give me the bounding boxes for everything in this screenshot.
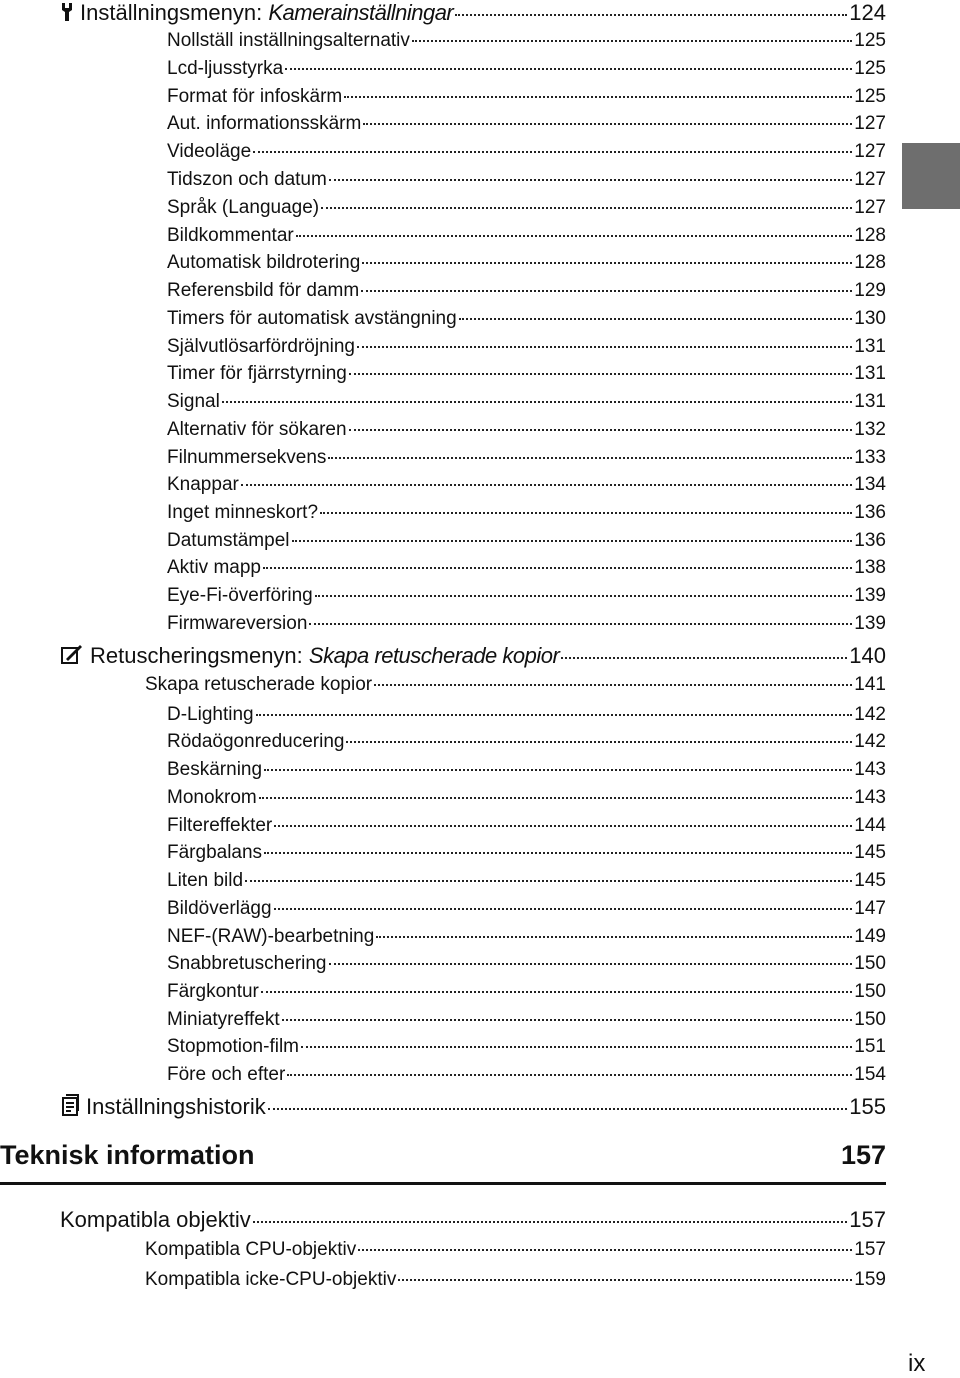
toc-entry-title xyxy=(167,531,290,550)
toc-entry[interactable] xyxy=(145,1270,886,1289)
toc-entry-title xyxy=(167,503,318,522)
toc-entry[interactable] xyxy=(60,643,886,669)
leader-dots xyxy=(398,1279,852,1281)
toc-entry-page: 131 xyxy=(854,391,886,412)
toc-entry[interactable] xyxy=(167,586,886,605)
toc-entry[interactable] xyxy=(167,954,886,973)
toc-entry[interactable] xyxy=(145,675,886,694)
toc-entry[interactable] xyxy=(167,226,886,245)
wrench-icon xyxy=(60,2,74,26)
toc-entry[interactable] xyxy=(145,1240,886,1259)
toc-entry-label: Timer för fjärrstyrning xyxy=(167,363,347,384)
toc-entry-page: 134 xyxy=(854,474,886,495)
toc-entry[interactable] xyxy=(167,87,886,106)
toc-entry-title xyxy=(167,337,355,356)
toc-entry-page: 143 xyxy=(854,787,886,808)
leader-dots xyxy=(263,567,852,569)
toc-entry-label: Alternativ för sökaren xyxy=(167,419,347,440)
toc-entry-page: 142 xyxy=(854,731,886,752)
toc-entry-page: 127 xyxy=(854,197,886,218)
toc-entry-title xyxy=(167,142,251,161)
leader-dots xyxy=(561,657,847,659)
toc-entry-page: 142 xyxy=(854,704,886,725)
toc-entry-title xyxy=(167,732,344,751)
leader-dots xyxy=(363,123,852,125)
toc-entry-label: Miniatyreffekt xyxy=(167,1009,280,1030)
toc-entry[interactable] xyxy=(167,1065,886,1084)
toc-entry[interactable] xyxy=(167,614,886,633)
toc-entry-page: 157 xyxy=(854,1239,886,1260)
toc-entry[interactable] xyxy=(167,364,886,383)
toc-entry-label: Aktiv mapp xyxy=(167,557,261,578)
leader-dots xyxy=(296,235,853,237)
toc-entry-title xyxy=(167,1037,299,1056)
toc-entry-label: Bildkommentar xyxy=(167,225,294,246)
toc-entry-page: 125 xyxy=(854,58,886,79)
leader-dots xyxy=(361,290,852,292)
toc-entry-label: Knappar xyxy=(167,474,239,495)
toc-entry-title xyxy=(167,309,457,328)
toc-entry-page: 131 xyxy=(854,336,886,357)
leader-dots xyxy=(362,262,852,264)
toc-entry[interactable] xyxy=(167,448,886,467)
toc-entry-title xyxy=(167,253,360,272)
toc-entry[interactable] xyxy=(167,309,886,328)
toc-entry[interactable] xyxy=(167,170,886,189)
toc-entry-label: Filnummersekvens xyxy=(167,447,327,468)
toc-entry-label: Inställningsmenyn: xyxy=(80,0,269,25)
toc-entry-label: Kompatibla icke-CPU-objektiv xyxy=(145,1269,397,1290)
toc-entry[interactable] xyxy=(167,114,886,133)
leader-dots xyxy=(320,512,852,514)
toc-entry-title xyxy=(167,87,342,106)
toc-entry[interactable] xyxy=(167,871,886,890)
toc-entry-label: Timers för automatisk avstängning xyxy=(167,308,457,329)
toc-entry-label: Lcd-ljusstyrka xyxy=(167,58,284,79)
toc-entry[interactable] xyxy=(167,531,886,550)
toc-entry[interactable] xyxy=(167,198,886,217)
toc-entry-label: Signal xyxy=(167,391,220,412)
leader-dots xyxy=(253,1221,848,1223)
toc-entry-title xyxy=(167,705,254,724)
toc-entry-title xyxy=(167,586,313,605)
toc-entry-title xyxy=(167,364,347,383)
leader-dots xyxy=(329,179,852,181)
toc-entry-label: Stopmotion-film xyxy=(167,1036,299,1057)
toc-entry-page: 149 xyxy=(854,926,886,947)
toc-entry-page: 133 xyxy=(854,447,886,468)
toc-entry-page: 136 xyxy=(854,530,886,551)
toc-entry-page: 151 xyxy=(854,1036,886,1057)
toc-entry-page: 136 xyxy=(854,502,886,523)
toc-entry-label: NEF-(RAW)-bearbetning xyxy=(167,926,375,947)
toc-entry-label: Nollställ inställningsalternativ xyxy=(167,30,410,51)
toc-entry-title xyxy=(167,1065,285,1084)
leader-dots xyxy=(459,318,853,320)
toc-entry-title xyxy=(60,643,559,669)
toc-entry-title xyxy=(167,59,283,78)
toc-entry-title xyxy=(167,1010,280,1029)
toc-entry[interactable] xyxy=(167,392,886,411)
leader-dots xyxy=(412,40,852,42)
toc-entry-label: Tidszon och datum xyxy=(167,169,327,190)
toc-entry-title xyxy=(167,420,347,439)
leader-dots xyxy=(282,1019,853,1021)
toc-entry-title xyxy=(167,226,294,245)
leader-dots xyxy=(309,623,852,625)
toc-entry-label: Språk (Language) xyxy=(167,197,320,218)
leader-dots xyxy=(358,1249,852,1251)
recent-settings-icon xyxy=(60,1094,80,1120)
toc-entry-label: Beskärning xyxy=(167,759,263,780)
toc-entry-label: Snabbretuschering xyxy=(167,953,327,974)
toc-entry-title xyxy=(145,675,372,694)
toc-entry-title xyxy=(167,31,410,50)
toc-entry[interactable] xyxy=(167,337,886,356)
toc-entry-label: Filtereffekter xyxy=(167,815,273,836)
section-heading xyxy=(0,1140,886,1176)
leader-dots xyxy=(301,1046,852,1048)
toc-entry-title xyxy=(167,843,262,862)
leader-dots xyxy=(292,540,853,542)
toc-entry-label: Eye-Fi-överföring xyxy=(167,585,313,606)
toc-entry-label: D-Lighting xyxy=(167,704,254,725)
toc-entry-label: Självutlösarfördröjning xyxy=(167,336,355,357)
leader-dots xyxy=(374,684,852,686)
toc-entry-page: 124 xyxy=(849,0,886,25)
toc-entry-page: 130 xyxy=(854,308,886,329)
toc-entry-label: Firmwareversion xyxy=(167,613,308,634)
leader-dots xyxy=(315,595,853,597)
leader-dots xyxy=(268,1108,848,1110)
toc-entry[interactable] xyxy=(167,899,886,918)
toc-entry[interactable] xyxy=(167,1037,886,1056)
toc-entry-page: 131 xyxy=(854,363,886,384)
toc-entry-page: 155 xyxy=(849,1094,886,1119)
toc-entry-page: 159 xyxy=(854,1269,886,1290)
toc-entry-page: 140 xyxy=(849,643,886,668)
toc-entry-title xyxy=(167,170,327,189)
toc-entry-page: 143 xyxy=(854,759,886,780)
toc-entry[interactable] xyxy=(167,760,886,779)
toc-entry-label: Rödaögonreducering xyxy=(167,731,345,752)
toc-entry-title xyxy=(167,927,374,946)
leader-dots xyxy=(259,797,853,799)
toc-entry[interactable] xyxy=(167,281,886,300)
toc-entry-label: Format för infoskärm xyxy=(167,86,343,107)
leader-dots xyxy=(357,346,852,348)
leader-dots xyxy=(344,96,852,98)
toc-entry-label: Retuscheringsmenyn: xyxy=(90,643,309,668)
toc-entry[interactable] xyxy=(167,816,886,835)
toc-entry-title xyxy=(60,1209,251,1231)
toc-entry[interactable] xyxy=(167,475,886,494)
toc-entry-page: 127 xyxy=(854,113,886,134)
toc-entry-page: 139 xyxy=(854,585,886,606)
toc-entry-page: 150 xyxy=(854,981,886,1002)
toc-entry-label: Kompatibla CPU-objektiv xyxy=(145,1239,357,1260)
toc-entry-title xyxy=(145,1270,396,1289)
toc-entry-subtitle: Skapa retuscherade kopior xyxy=(308,643,560,668)
toc-entry-label: Kompatibla objektiv xyxy=(60,1207,251,1232)
toc-entry-page: 125 xyxy=(854,30,886,51)
toc-entry[interactable] xyxy=(167,843,886,862)
toc-entry-title xyxy=(167,614,307,633)
leader-dots xyxy=(264,769,852,771)
toc-entry-label: Videoläge xyxy=(167,141,252,162)
chapter-tab xyxy=(902,143,960,209)
toc-entry-title xyxy=(167,871,243,890)
leader-dots xyxy=(241,484,852,486)
toc-entry-title xyxy=(167,558,261,577)
toc-entry-title xyxy=(167,475,239,494)
leader-dots xyxy=(455,14,847,16)
section-page[interactable]: 157 xyxy=(840,1140,886,1170)
toc-entry[interactable] xyxy=(167,142,886,161)
toc-entry-label: Referensbild för damm xyxy=(167,280,360,301)
toc-entry-title xyxy=(145,1240,356,1259)
leader-dots xyxy=(285,68,852,70)
toc-entry-label: Färgkontur xyxy=(167,981,259,1002)
toc-entry-label: Automatisk bildrotering xyxy=(167,252,361,273)
toc-entry[interactable] xyxy=(60,1094,886,1120)
toc-entry-page: 139 xyxy=(854,613,886,634)
toc-entry[interactable] xyxy=(167,31,886,50)
leader-dots xyxy=(256,714,853,716)
toc-entry-page: 154 xyxy=(854,1064,886,1085)
leader-dots xyxy=(328,457,852,459)
leader-dots xyxy=(349,429,853,431)
toc-entry[interactable] xyxy=(167,732,886,751)
toc-entry-title xyxy=(167,899,272,918)
toc-entry-page: 141 xyxy=(854,674,886,695)
section-rule xyxy=(0,1182,886,1185)
section-title[interactable]: Teknisk information xyxy=(0,1140,255,1170)
toc-entry-label: Bildöverlägg xyxy=(167,898,272,919)
toc-entry-title xyxy=(167,816,272,835)
leader-dots xyxy=(346,741,852,743)
toc-entry-page: 150 xyxy=(854,1009,886,1030)
leader-dots xyxy=(264,852,852,854)
toc-entry[interactable] xyxy=(167,705,886,724)
toc-entry-page: 145 xyxy=(854,870,886,891)
toc-entry[interactable] xyxy=(167,1010,886,1029)
toc-entry-page: 132 xyxy=(854,419,886,440)
toc-entry[interactable] xyxy=(167,503,886,522)
toc-entry[interactable] xyxy=(167,253,886,272)
toc-entry-label: Inget minneskort? xyxy=(167,502,319,523)
toc-entry-subtitle: Kamerainställningar xyxy=(268,0,454,25)
leader-dots xyxy=(253,151,852,153)
toc-entry[interactable] xyxy=(167,558,886,577)
toc-entry-title xyxy=(167,982,259,1001)
toc-entry[interactable] xyxy=(167,59,886,78)
toc-entry-title xyxy=(167,114,361,133)
toc-entry[interactable] xyxy=(167,982,886,1001)
toc-entry-title xyxy=(167,448,326,467)
toc-entry-title xyxy=(60,2,453,26)
toc-entry[interactable] xyxy=(60,1209,886,1231)
toc-entry-page: 128 xyxy=(854,225,886,246)
toc-entry[interactable] xyxy=(167,788,886,807)
toc-entry-page: 144 xyxy=(854,815,886,836)
toc-entry-page: 157 xyxy=(849,1207,886,1232)
leader-dots xyxy=(222,401,852,403)
toc-entry-page: 125 xyxy=(854,86,886,107)
toc-entry-title xyxy=(60,1094,266,1120)
leader-dots xyxy=(287,1074,852,1076)
leader-dots xyxy=(274,825,852,827)
leader-dots xyxy=(245,880,852,882)
leader-dots xyxy=(261,991,852,993)
leader-dots xyxy=(376,936,852,938)
leader-dots xyxy=(321,207,852,209)
toc-entry-label: Färgbalans xyxy=(167,842,263,863)
toc-entry-label: Skapa retuscherade kopior xyxy=(145,674,373,695)
toc-entry-page: 145 xyxy=(854,842,886,863)
toc-entry-page: 138 xyxy=(854,557,886,578)
toc-entry[interactable] xyxy=(167,927,886,946)
toc-entry-label: Monokrom xyxy=(167,787,257,808)
leader-dots xyxy=(329,963,853,965)
toc-entry-title xyxy=(167,281,359,300)
toc-entry-title xyxy=(167,760,262,779)
toc-entry-title xyxy=(167,788,257,807)
leader-dots xyxy=(274,908,853,910)
toc-entry-page: 127 xyxy=(854,141,886,162)
toc-entry-page: 128 xyxy=(854,252,886,273)
toc-entry-label: Före och efter xyxy=(167,1064,286,1085)
toc-entry-label: Liten bild xyxy=(167,870,244,891)
toc-entry[interactable] xyxy=(60,2,886,26)
toc-entry-title xyxy=(167,954,327,973)
toc-entry-page: 147 xyxy=(854,898,886,919)
toc-entry-page: 129 xyxy=(854,280,886,301)
toc-entry-page: 127 xyxy=(854,169,886,190)
toc-entry[interactable] xyxy=(167,420,886,439)
toc-entry-label: Inställningshistorik xyxy=(86,1094,266,1119)
toc-entry-title xyxy=(167,198,319,217)
leader-dots xyxy=(349,373,852,375)
toc-entry-label: Datumstämpel xyxy=(167,530,290,551)
retouch-icon xyxy=(60,643,84,669)
toc-entry-page: 150 xyxy=(854,953,886,974)
page-number: ix xyxy=(908,1350,926,1377)
toc-entry-title xyxy=(167,392,220,411)
toc-entry-label: Aut. informationsskärm xyxy=(167,113,362,134)
